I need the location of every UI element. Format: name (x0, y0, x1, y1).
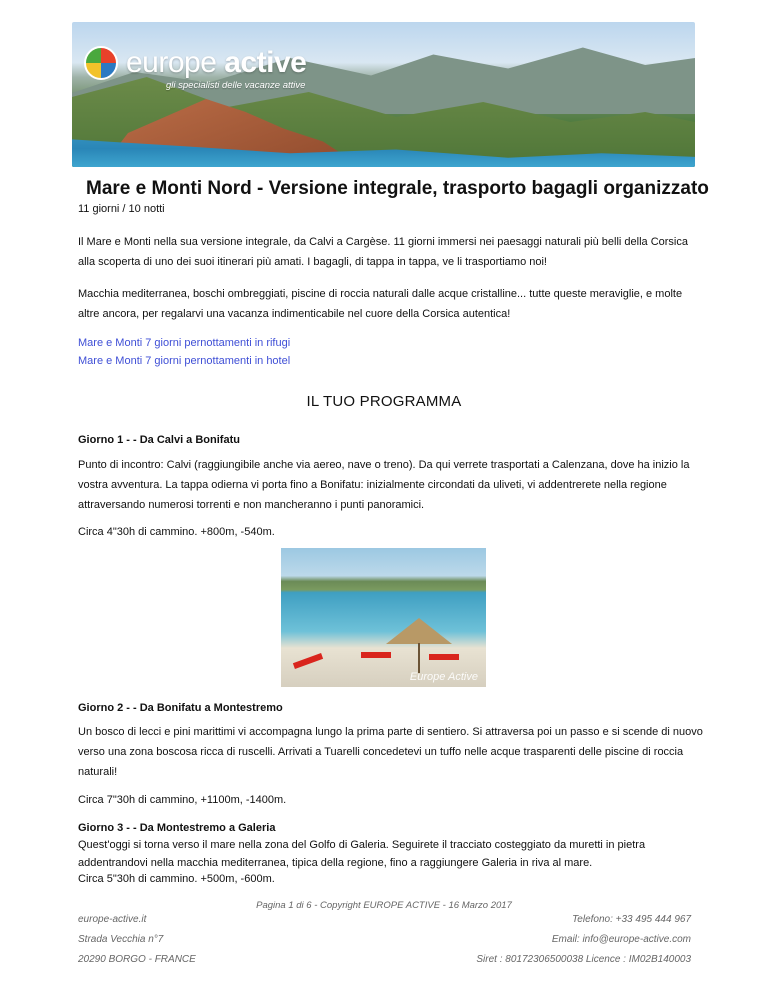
brand-logo[interactable] (84, 46, 306, 80)
footer-registration: Siret : 80172306500038 Licence : IM02B140003 (476, 954, 691, 965)
lounger-shape (429, 654, 459, 660)
day-3-stats: Circa 5"30h di cammino. +500m, -600m. (78, 873, 275, 885)
duration-subtitle: 11 giorni / 10 notti (78, 203, 165, 215)
day-2-description: Un bosco di lecci e pini marittimi vi accompagna lungo la prima parte di sentiero. Si attraversa poi un passo e si scende di nuovo verso una zona boscosa ricca di ruscelli. Arrivati a Tuarelli concedetevi un tuffo nelle acque trasparenti delle piscine di roccia naturali! (78, 726, 703, 778)
footer-email[interactable]: Email: info@europe-active.com (551, 934, 691, 945)
compass-logo-icon (84, 46, 118, 80)
parasol-pole (418, 643, 420, 673)
day-2-stats: Circa 7"30h di cammino, +1100m, -1400m. (78, 794, 287, 806)
photo-watermark: Europe Active (409, 671, 478, 683)
day-1-title: Giorno 1 - - Da Calvi a Bonifatu (78, 434, 240, 446)
lounger-shape (293, 653, 323, 669)
intro-paragraph-2: Macchia mediterranea, boschi ombreggiati, piscine di roccia naturali dalle acque cristalline... tutte queste meraviglie, e molte altre ancora, per regalarvi una vacanza indimenticabile nel cuore della Corsica autentica! (78, 288, 683, 320)
footer-address: Strada Vecchia n°7 (78, 934, 164, 945)
footer-phone: Telefono: +33 495 444 967 (572, 914, 691, 925)
beach-photo (281, 548, 486, 687)
link-7-days-hotel[interactable]: Mare e Monti 7 giorni pernottamenti in hotel (78, 355, 291, 367)
footer-website[interactable]: europe-active.it (78, 914, 147, 925)
intro-paragraph-1: Il Mare e Monti nella sua versione integrale, da Calvi a Cargèse. 11 giorni immersi nei paesaggi naturali più belli della Corsica alla scoperta di uno dei suoi itinerari più amati. I bagagli, di tappa in tappa, ve li trasportiamo noi! (78, 236, 688, 268)
day-3-description: Quest'oggi si torna verso il mare nella zona del Golfo di Galeria. Seguirete il tracciato costeggiato da muretti in pietra addentrandovi nella macchia mediterranea, tipica della regione, fino a raggiungere Galeria in riva al mare. (78, 839, 646, 869)
link-7-days-refuges[interactable]: Mare e Monti 7 giorni pernottamenti in rifugi (78, 337, 291, 349)
footer-city: 20290 BORGO - FRANCE (78, 954, 196, 965)
program-heading: IL TUO PROGRAMMA (306, 393, 462, 410)
header-banner (72, 22, 695, 167)
logo-tagline: gli specialisti delle vacanze attive (166, 80, 306, 91)
day-1-stats: Circa 4"30h di cammino. +800m, -540m. (78, 526, 275, 538)
lounger-shape (361, 652, 391, 658)
logo-wordmark: europe active (126, 46, 307, 79)
day-1-description: Punto di incontro: Calvi (raggiungibile anche via aereo, nave o treno). Da qui verrete trasportati a Calenzana, dove ha inizio la vostra avventura. La tappa odierna vi porta fino a Bonifatu: inizialmente circondati da uliveti, vi addentrerete nella regione attraversando numerosi torrenti e non mancheranno i punti panoramici. (78, 459, 690, 511)
footer-page-info: Pagina 1 di 6 - Copyright EUROPE ACTIVE - 16 Marzo 2017 (256, 900, 512, 911)
day-2-title: Giorno 2 - - Da Bonifatu a Montestremo (78, 702, 283, 714)
page-title: Mare e Monti Nord - Versione integrale, trasporto bagagli organizzato (86, 178, 709, 199)
parasol-shape (386, 618, 452, 644)
day-3-title: Giorno 3 - - Da Montestremo a Galeria (78, 822, 276, 834)
